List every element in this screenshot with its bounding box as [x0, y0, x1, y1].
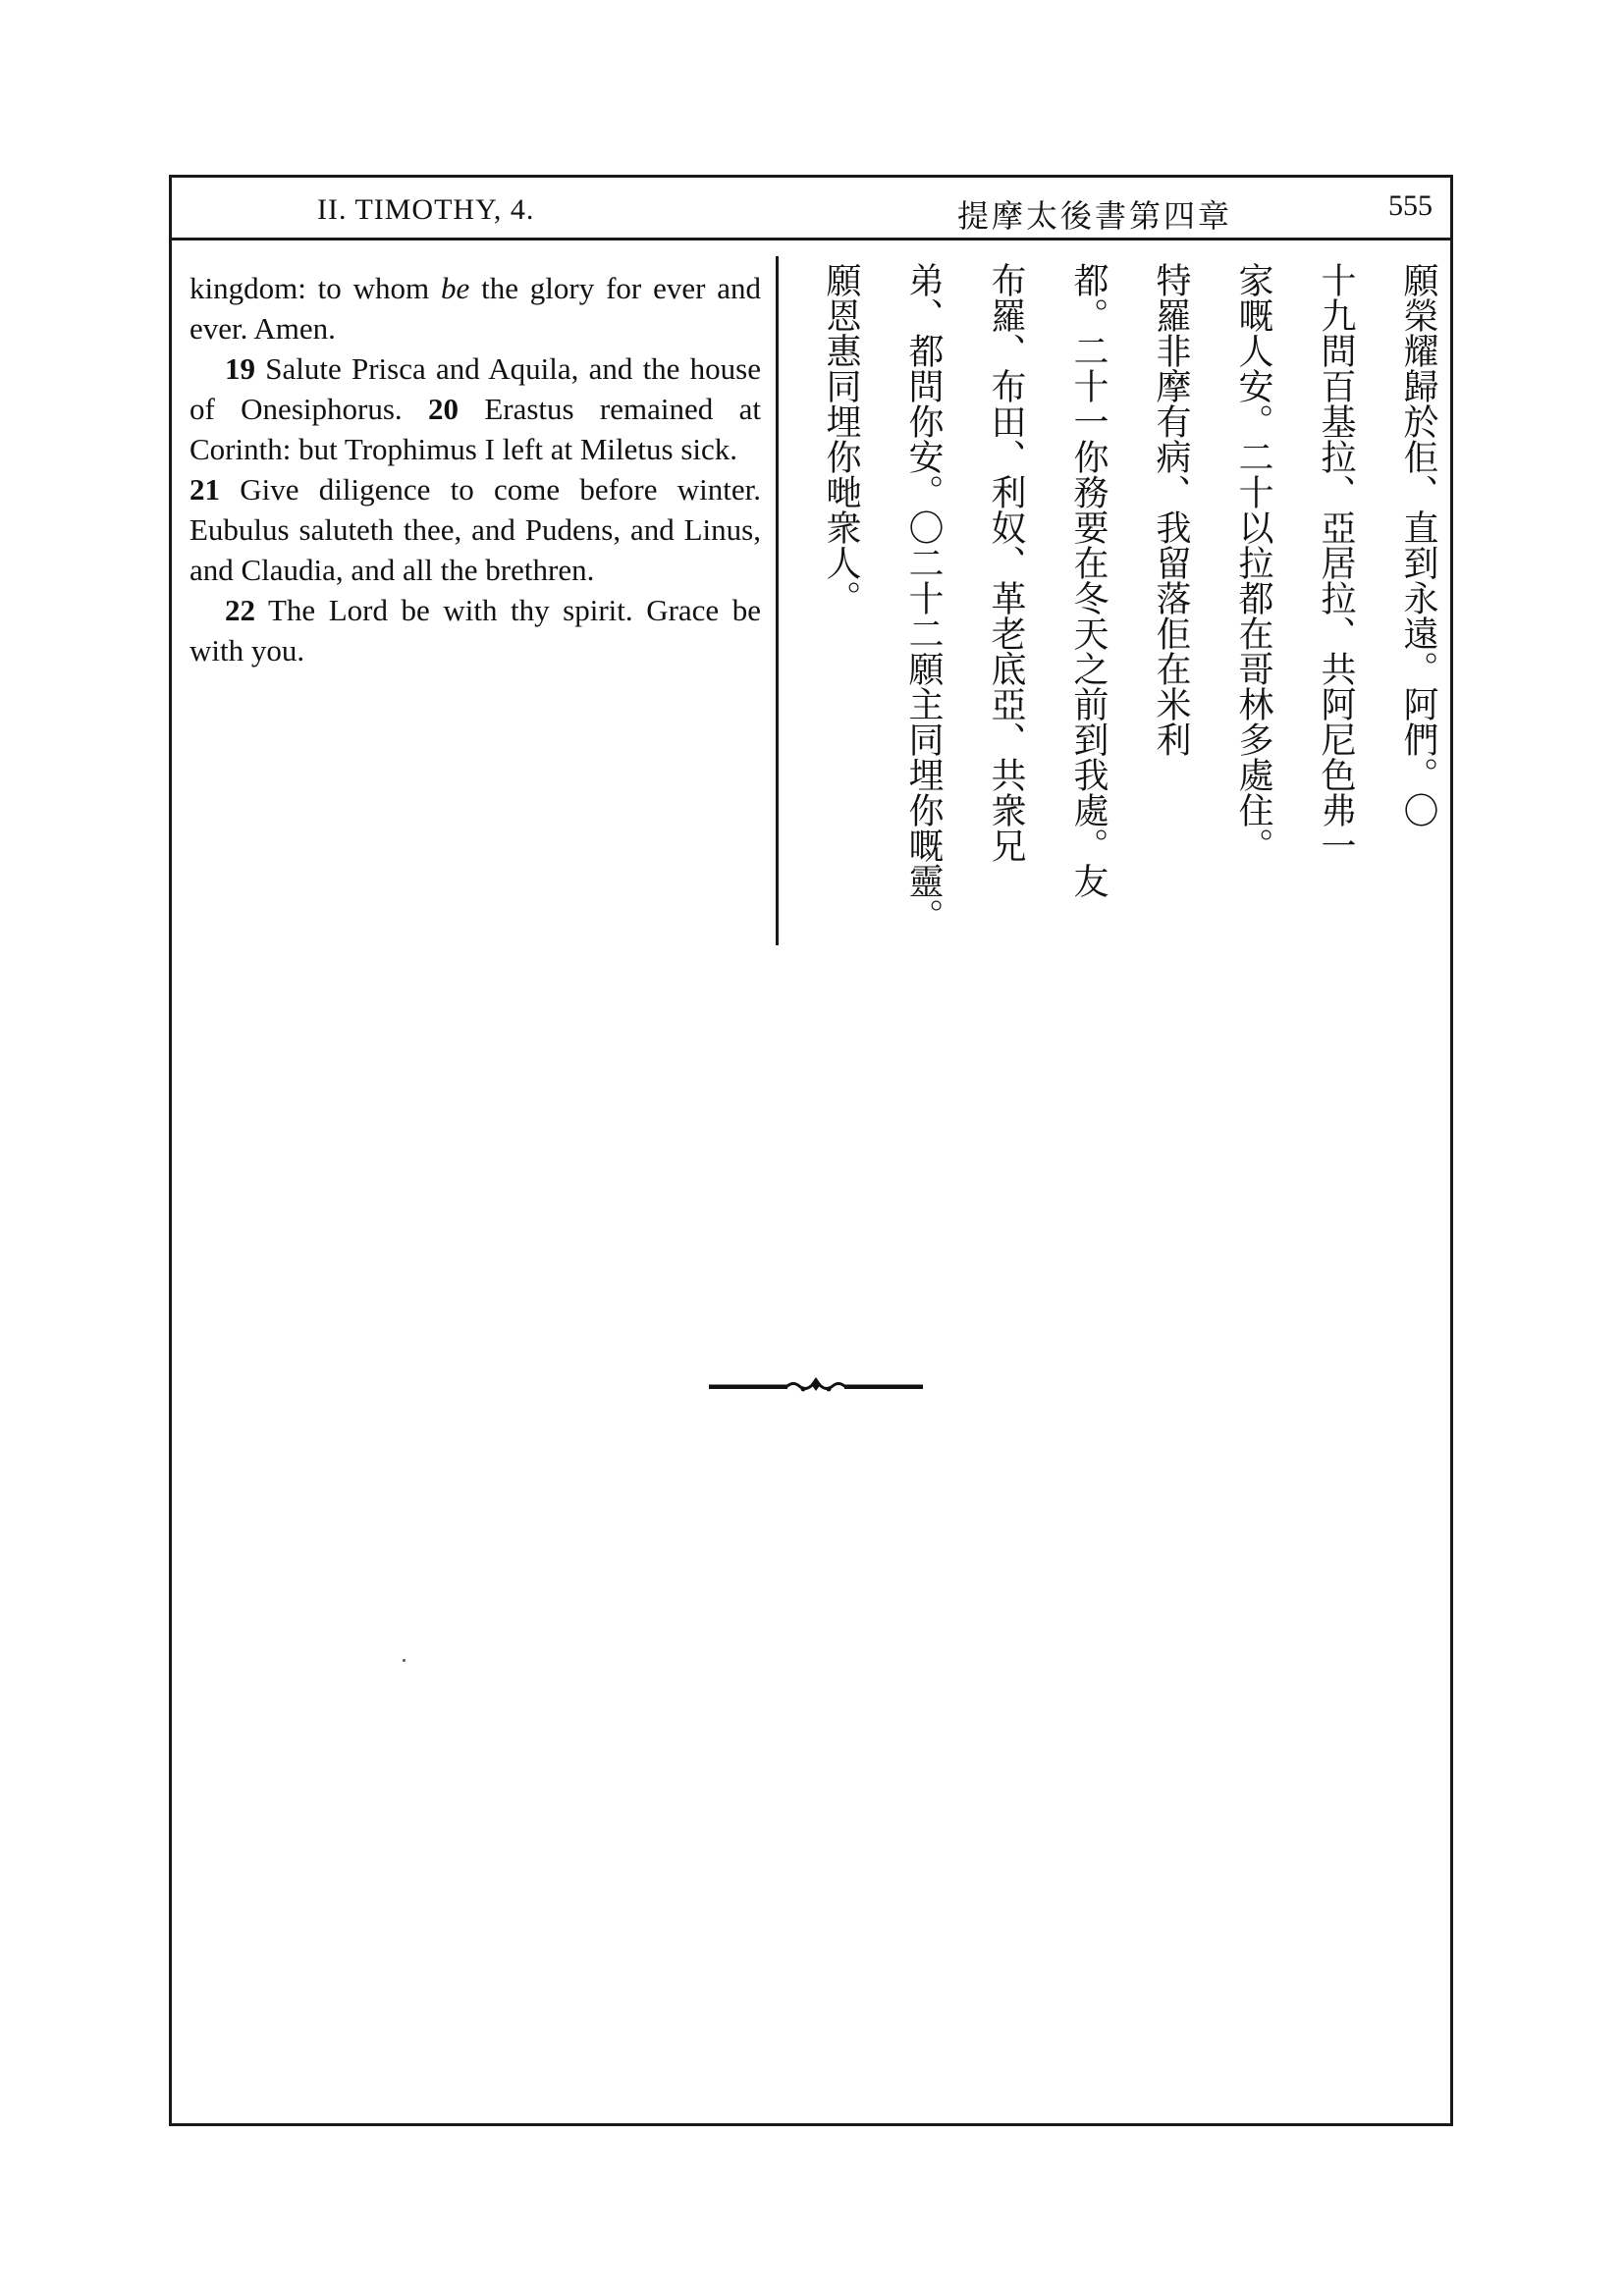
stray-mark: [403, 1659, 406, 1662]
english-paragraph: [189, 348, 761, 469]
verse-number: 22: [225, 593, 255, 627]
english-paragraph: [189, 469, 761, 590]
page-number: 555: [1388, 189, 1433, 222]
verse-number: 20: [427, 392, 459, 426]
page-frame: [169, 175, 1453, 2126]
chinese-text-column: [790, 262, 1438, 949]
text-run: kingdom: to whom: [189, 271, 441, 305]
cjk-column: 願榮耀歸於佢、直到永遠。阿們。〇: [1398, 262, 1438, 828]
verse-number: 19: [225, 351, 255, 386]
english-text-column: [189, 268, 761, 670]
verse-text: Give diligence to come before winter. Eubulus saluteth thee, and Pudens, and Linus, and Claudia, and all the brethren.: [189, 472, 761, 587]
verse-number: 21: [189, 472, 220, 507]
italic-word: be: [440, 271, 470, 305]
running-header: [172, 178, 1450, 240]
cjk-column: 都。二十一你務要在冬天之前到我處。友: [1068, 262, 1109, 898]
cjk-column: 願恩惠同埋你哋衆人。: [821, 262, 861, 615]
english-paragraph: [189, 268, 761, 348]
cjk-column: 弟、都問你安。〇二十二願主同埋你嘅靈。: [903, 262, 944, 934]
column-divider: [776, 256, 779, 945]
text-run: the glory for ever and ever. Amen.: [189, 271, 762, 346]
verse-text: The Lord be with thy spirit. Grace be with you.: [189, 593, 761, 667]
verse-text: Erastus remained at Corinth: but Trophimus I left at Miletus sick.: [189, 392, 761, 466]
header-cjk-title: 提摩太後書第四章: [957, 197, 1233, 235]
cjk-column: 特羅非摩有病、我留落佢在米利: [1151, 262, 1191, 757]
verse-text: Salute Prisca and Aquila, and the house of Onesiphorus.: [189, 351, 761, 426]
cjk-column: 家嘅人安。二十以拉都在哥林多處住。: [1233, 262, 1273, 863]
english-paragraph: [189, 590, 761, 670]
end-ornament-icon: [709, 1371, 923, 1401]
cjk-column: 十九問百基拉、亞居拉、共阿尼色弗一: [1316, 262, 1356, 863]
cjk-column: 布羅、布田、利奴、革老底亞、共衆兄: [986, 262, 1026, 863]
header-book-title: II. TIMOTHY, 4.: [317, 193, 535, 226]
